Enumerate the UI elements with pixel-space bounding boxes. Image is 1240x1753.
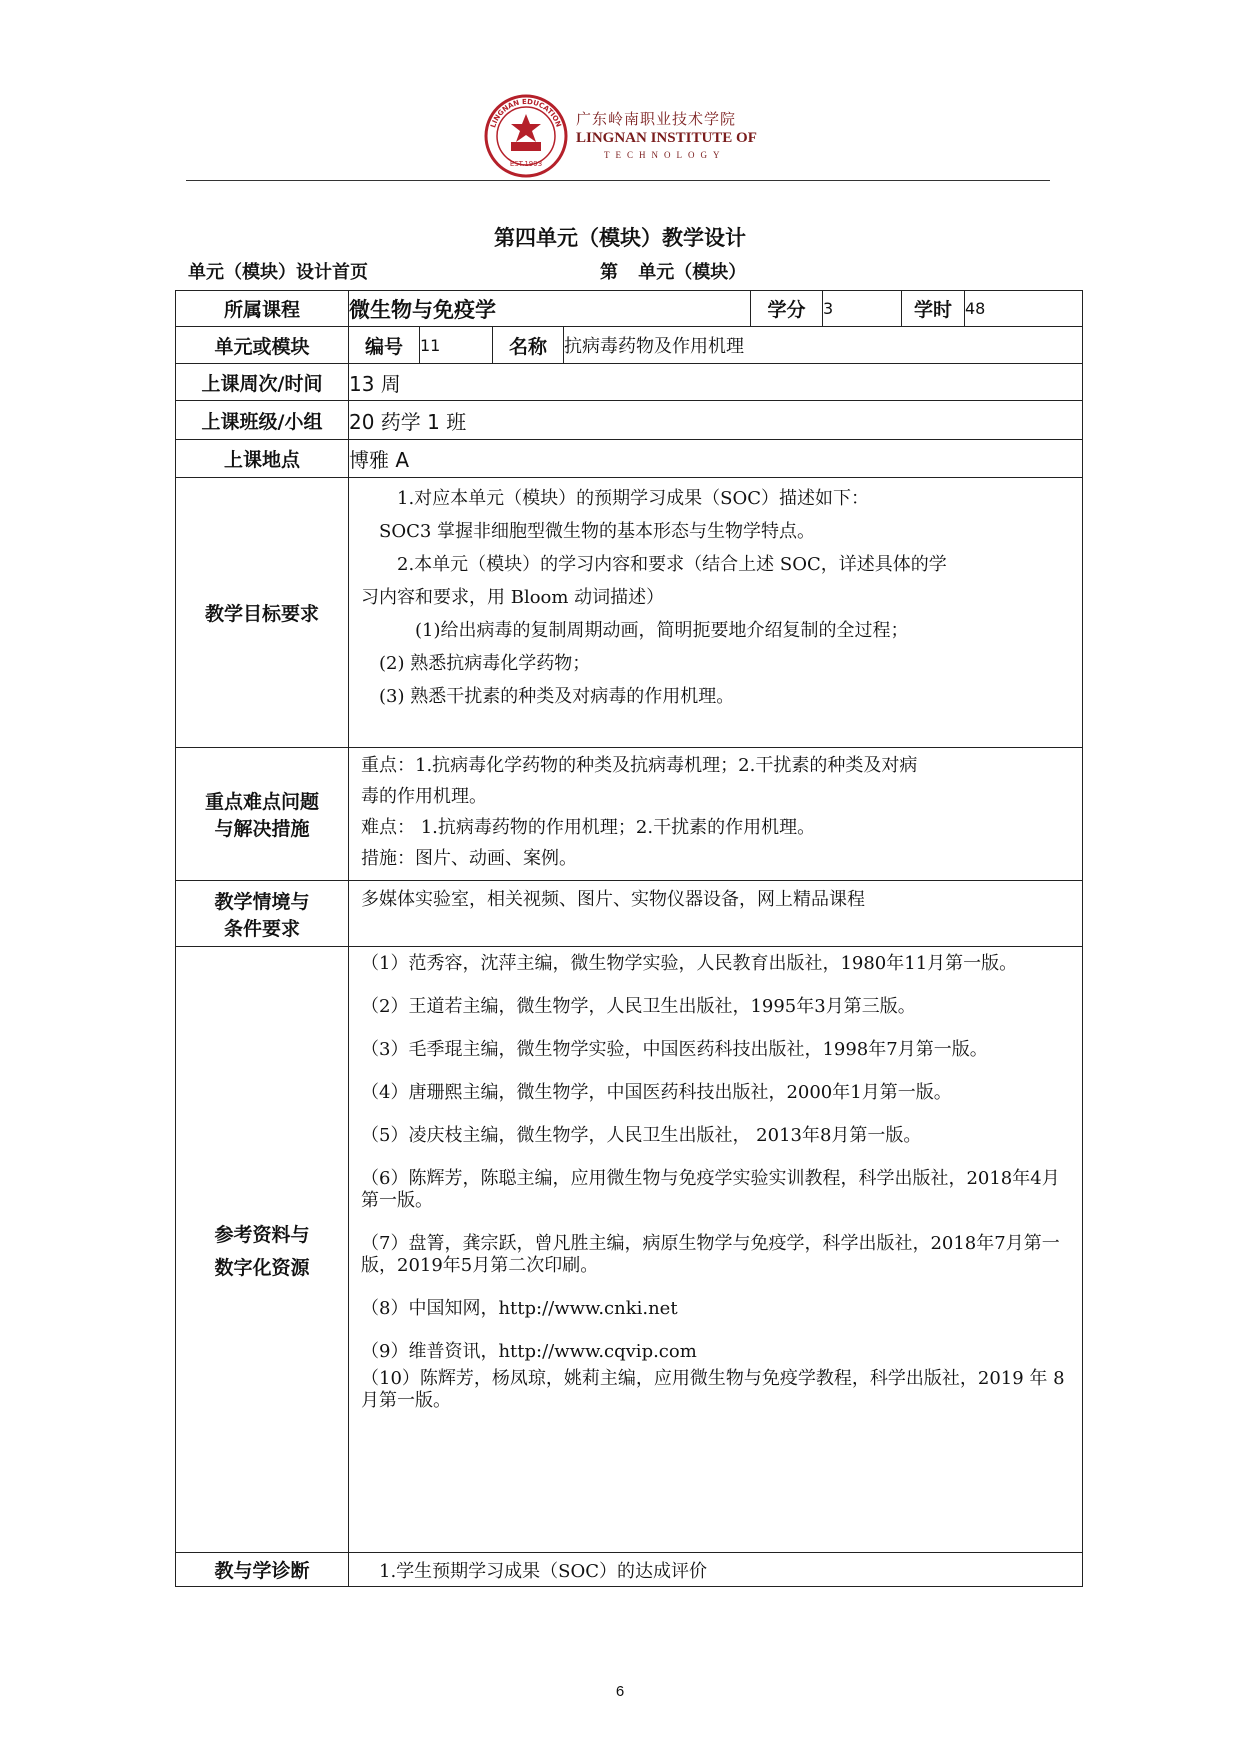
row-unit — [176, 327, 1083, 364]
objective-line: (3) 熟悉干扰素的种类及对病毒的作用机理。 — [379, 686, 735, 707]
unit-name-label: 名称 — [493, 327, 564, 364]
key-point-line: 措施：图片、动画、案例。 — [361, 848, 577, 869]
objective-line: (2) 熟悉抗病毒化学药物； — [379, 653, 591, 674]
institute-name-cn: 广东岭南职业技术学院 — [576, 110, 737, 128]
unit-number-label: 编号 — [349, 327, 420, 364]
row-week — [176, 364, 1083, 401]
diagnosis-value: 1.学生预期学习成果（SOC）的达成评价 — [349, 1553, 1083, 1587]
row-class — [176, 401, 1083, 440]
reference-item: （2）王道若主编，微生物学，人民卫生出版社，1995年3月第三版。 — [361, 996, 916, 1017]
unit-number-value: 11 — [420, 327, 493, 364]
logo-ring-text: LINGNAN EDUCATION — [489, 97, 563, 129]
row-key-points — [176, 748, 1083, 881]
institute-name-en: LINGNAN INSTITUTE OF — [576, 130, 757, 146]
row-location — [176, 440, 1083, 478]
row-diagnosis — [176, 1553, 1083, 1587]
subheading-right: 第 单元（模块） — [600, 262, 747, 283]
document-title: 第四单元（模块）教学设计 — [494, 226, 746, 250]
institute-name-en-sub: TECHNOLOGY — [604, 150, 726, 160]
objectives-content — [349, 478, 1083, 748]
reference-item: （10）陈辉芳，杨凤琼，姚莉主编，应用微生物与免疫学教程，科学出版社，2019 年 8 月第一版。 — [361, 1368, 1065, 1411]
key-points-label: 重点难点问题 与解决措施 — [176, 748, 349, 881]
hours-label: 学时 — [902, 291, 965, 327]
reference-item: （9）维普资讯，http://www.cqvip.com — [361, 1341, 697, 1362]
week-value: 13 周 — [349, 364, 1083, 401]
references-label: 参考资料与 数字化资源 — [176, 947, 349, 1553]
credit-label: 学分 — [751, 291, 823, 327]
key-point-line: 毒的作用机理。 — [361, 786, 487, 807]
subheading-left: 单元（模块）设计首页 — [188, 262, 368, 283]
key-point-line: 难点： 1.抗病毒药物的作用机理；2.干扰素的作用机理。 — [361, 817, 816, 838]
page-header — [0, 90, 1240, 180]
row-references — [176, 947, 1083, 1553]
row-course — [176, 291, 1083, 327]
row-objectives — [176, 478, 1083, 748]
class-value: 20 药学 1 班 — [349, 401, 1083, 440]
references-content — [349, 947, 1083, 1553]
course-value: 微生物与免疫学 — [349, 291, 751, 327]
reference-item: （7）盘箐，龚宗跃，曾凡胜主编，病原生物学与免疫学，科学出版社，2018年7月第一版，2019年5月第二次印刷。 — [361, 1233, 1060, 1276]
objective-line: 1.对应本单元（模块）的预期学习成果（SOC）描述如下： — [397, 488, 870, 509]
unit-design-table — [175, 290, 1083, 1587]
week-label: 上课周次/时间 — [176, 364, 349, 401]
objective-line: 2.本单元（模块）的学习内容和要求（结合上述 SOC，详述具体的学 — [397, 554, 947, 575]
reference-item: （4）唐珊熙主编，微生物学，中国医药科技出版社，2000年1月第一版。 — [361, 1082, 952, 1103]
location-value: 博雅 A — [349, 440, 1083, 478]
course-label: 所属课程 — [176, 291, 349, 327]
reference-item: （5）凌庆枝主编，微生物学，人民卫生出版社， 2013年8月第一版。 — [361, 1125, 922, 1146]
unit-name-value: 抗病毒药物及作用机理 — [564, 327, 1083, 364]
hours-value: 48 — [965, 291, 1083, 327]
location-label: 上课地点 — [176, 440, 349, 478]
key-point-line: 重点：1.抗病毒化学药物的种类及抗病毒机理；2.干扰素的种类及对病 — [361, 755, 918, 776]
class-label: 上课班级/小组 — [176, 401, 349, 440]
institute-logo-icon — [484, 94, 568, 178]
page-number: 6 — [615, 1683, 625, 1700]
reference-item: （6）陈辉芳，陈聪主编，应用微生物与免疫学实验实训教程，科学出版社，2018年4月第一版。 — [361, 1168, 1060, 1211]
context-value: 多媒体实验室，相关视频、图片、实物仪器设备，网上精品课程 — [361, 889, 865, 910]
reference-item: （8）中国知网，http://www.cnki.net — [361, 1298, 678, 1319]
credit-value: 3 — [823, 291, 902, 327]
reference-item: （1）范秀容，沈萍主编，微生物学实验，人民教育出版社，1980年11月第一版。 — [361, 953, 1018, 974]
row-context — [176, 881, 1083, 947]
reference-item: （3）毛季琨主编，微生物学实验，中国医药科技出版社，1998年7月第一版。 — [361, 1039, 988, 1060]
key-points-content — [349, 748, 1083, 881]
objective-line: 习内容和要求，用 Bloom 动词描述） — [361, 587, 665, 608]
diagnosis-label: 教与学诊断 — [176, 1553, 349, 1587]
context-content — [349, 881, 1083, 947]
unit-label: 单元或模块 — [176, 327, 349, 364]
objective-line: SOC3 掌握非细胞型微生物的基本形态与生物学特点。 — [379, 521, 816, 542]
header-divider — [186, 180, 1050, 181]
objectives-label: 教学目标要求 — [176, 478, 349, 748]
objective-line: (1)给出病毒的复制周期动画，简明扼要地介绍复制的全过程； — [415, 620, 909, 641]
context-label: 教学情境与 条件要求 — [176, 881, 349, 947]
logo-year: EST.1993 — [509, 160, 543, 168]
